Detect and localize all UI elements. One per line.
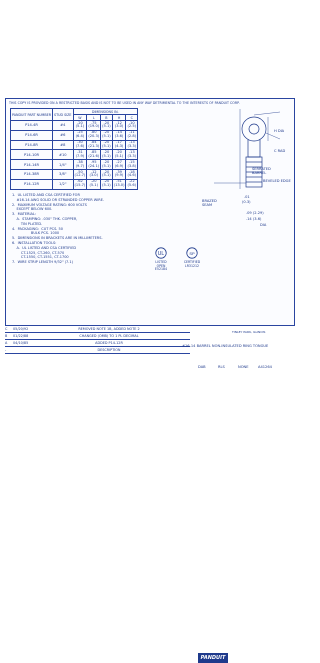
part-title: #16-14 BARREL NON-INSULATED RING TONGUE	[182, 344, 269, 348]
table-row	[11, 150, 138, 160]
scale-value: NONE	[238, 365, 249, 369]
stud-size-cell: 3/8"	[53, 169, 74, 179]
part-number-cell: P14-38R	[11, 169, 53, 179]
table-row	[11, 140, 138, 150]
restricted-notice: THIS COPY IS PROVIDED ON A RESTRICTED BASIS AND IS NOT TO BE USED IN ANY WAY DETRIMENTAL TO THE INTERESTS OF PANDUIT CORP.	[9, 101, 240, 105]
part-number-header: PANDUIT PART NUMBER	[11, 109, 53, 121]
dim-col-header: L	[87, 115, 101, 121]
company-address: TINLEY PARK, ILLINOIS	[232, 330, 266, 334]
note-line: #16-14 AWG SOLID OR STRANDED COPPER WIRE.	[12, 197, 105, 202]
dim-col-header: C	[126, 115, 138, 121]
dimension-cell: .18 (4.6)	[127, 169, 137, 178]
svg-text:SP: SP	[189, 251, 195, 256]
c-rad-label: C RAD	[274, 149, 286, 153]
note-line: BULK PCS. 1000	[12, 231, 60, 236]
part-number-cell: P14-4R	[11, 121, 53, 131]
dimension-cell: .95 (24.1)	[88, 159, 100, 168]
stud-size-cell: #10	[53, 150, 74, 160]
dimension-cell: .30 (7.6)	[73, 140, 87, 150]
dimension-cell: .38 (9.7)	[73, 160, 87, 170]
dimension-cell: .20 (5.1)	[73, 121, 87, 131]
dimension-cell: .20 (5.1)	[102, 159, 111, 168]
notes-block	[12, 193, 124, 265]
dimension-cell: .20 (5.1)	[102, 140, 111, 148]
csa-logo-icon	[186, 247, 198, 259]
panduit-logo: PANDUIT	[198, 653, 228, 663]
dimension-cell: .15 (3.8)	[127, 159, 137, 168]
dimension-cell: .13 (3.3)	[127, 149, 137, 158]
dimension-cell: .20 (5.1)	[102, 169, 111, 178]
drawing-sheet	[5, 98, 295, 326]
note-line: A. UL LISTED AND CSA CERTIFIED	[12, 245, 77, 250]
dimension-cell: .12 (3.0)	[112, 121, 126, 131]
table-row	[11, 169, 138, 179]
dimension-cell: .20 (5.1)	[102, 130, 111, 139]
h-dia-label: H DIA	[274, 129, 285, 133]
dimension-cell: .20 (5.1)	[102, 149, 111, 158]
dimension-cell: .22 (5.6)	[127, 179, 137, 188]
dimension-cell: .27 (6.9)	[112, 160, 126, 170]
dim-01: .01	[244, 195, 250, 199]
brazed-seam-label: BRAZED SEAM	[202, 199, 217, 207]
dimensions-header: DIMENSIONS IN.	[73, 109, 138, 115]
stud-size-cell: #6	[53, 130, 74, 140]
beveled-edge-label: BEVELED EDGE	[263, 179, 291, 183]
serrated-barrel-label: SERRATED BARREL	[252, 167, 271, 175]
note-line: EXCEPT BELOW 600.	[12, 207, 53, 212]
dimension-cell: .14 (3.6)	[112, 130, 126, 140]
note-line: TIN PLATED.	[12, 221, 43, 226]
revision-row: B 01/22/88 CHANGED (OMB) TO 1 PL DECIMAL	[5, 332, 190, 340]
dim-09: .09 (2.29)	[246, 211, 264, 215]
note-line: CT-1525, CT-260, CT-570	[12, 250, 65, 255]
dimension-cell: .80 (20.3)	[88, 130, 100, 139]
note-line: 4. PACKAGING: CUT PCS. 50	[12, 226, 63, 231]
dim-01-mm: (0.3)	[242, 200, 251, 204]
part-number-cell: P14-14R	[11, 160, 53, 170]
dimension-cell: .12 (3.0)	[87, 169, 101, 179]
dimension-cell: .20 (5.1)	[102, 120, 111, 129]
note-line: A. STAMPING: .030" THK. COPPER,	[12, 216, 78, 221]
dimension-cell: .20 (5.1)	[112, 150, 126, 160]
stud-size-cell: 1/4"	[53, 160, 74, 170]
dimension-cell: .31 (7.9)	[73, 150, 87, 160]
dia-label: DIA	[260, 223, 267, 227]
note-line: 1. UL LISTED AND CSA CERTIFIED FOR	[12, 193, 80, 197]
stud-size-header: STUD SIZE	[53, 109, 74, 121]
stud-hole	[249, 124, 259, 134]
table-row	[11, 130, 138, 140]
dimension-cell: .17 (4.3)	[112, 140, 126, 150]
dim-14: .14 (3.6)	[246, 217, 262, 221]
dimension-cell: .85 (21.6)	[88, 149, 100, 158]
svg-text:UL: UL	[157, 251, 165, 257]
dim-col-header: H	[112, 115, 126, 121]
note-line: 2. MAXIMUM VOLTAGE RATING: 600 VOLTS	[12, 202, 87, 207]
note-line: 7. WIRE STRIP LENGTH 9/32" (7.1)	[12, 260, 73, 265]
note-line: CT-1550, CT-1551, CT-1700	[12, 255, 69, 260]
dimension-cell: .25 (6.4)	[73, 130, 87, 140]
csa-certification: SP CERTIFIED LR31212	[178, 247, 206, 268]
dimension-cell: .13 (3.3)	[127, 140, 137, 148]
dimension-cell: .75 (19.0)	[88, 120, 100, 129]
checked-by: RLS	[218, 365, 225, 369]
dim-col-header: W	[73, 115, 87, 121]
ul-certification: UL LISTED OPEN E52184	[150, 247, 172, 272]
drawn-by: DAB	[198, 365, 206, 369]
ring-terminal-drawing	[184, 107, 294, 202]
dimensions-table	[10, 108, 138, 190]
note-line: 6. INSTALLATION TOOLS:	[12, 240, 57, 245]
part-number-cell: P14-6R	[11, 130, 53, 140]
revision-row: - DESCRIPTION	[5, 346, 190, 354]
part-number-cell: P14-10R	[11, 150, 53, 160]
revision-row: C 05/20/92 REMOVED NOTE 1B, ADDED NOTE 2	[5, 325, 190, 333]
part-number-cell: P14-8R	[11, 140, 53, 150]
ul-logo-icon	[155, 247, 167, 259]
dim-col-header: B	[101, 115, 113, 121]
table-row	[11, 160, 138, 170]
stud-size-cell: #4	[53, 121, 74, 131]
stud-size-cell: 1/2"	[53, 179, 74, 189]
dimension-cell: .51 (13.0)	[113, 179, 125, 188]
dimension-cell: .10 (2.5)	[127, 120, 137, 129]
ring-outline	[242, 117, 266, 141]
table-row	[11, 179, 138, 189]
dimension-cell: .39 (9.9)	[112, 169, 126, 179]
tongue-neck	[248, 140, 260, 157]
stud-size-cell: #8	[53, 140, 74, 150]
title-block	[0, 325, 300, 661]
note-line: 3. MATERIAL:	[12, 212, 37, 217]
dimension-cell: .62 (15.7)	[74, 179, 86, 188]
table-row	[11, 121, 138, 131]
drawing-number: A41264	[258, 365, 272, 369]
revision-row: A 04/10/85 ADDED P14-12R	[5, 339, 190, 347]
dimension-cell: .11 (2.8)	[127, 130, 137, 139]
dimension-cell: .20 (5.1)	[87, 179, 101, 189]
dimension-cell: .20 (5.1)	[102, 179, 111, 188]
dimension-cell: .50 (12.7)	[74, 169, 86, 178]
dimension-cell: .84 (21.3)	[88, 140, 100, 148]
note-line: 5. DIMENSIONS IN BRACKETS ARE IN MILLIMETERS.	[12, 236, 103, 241]
part-number-cell: P14-12R	[11, 179, 53, 189]
